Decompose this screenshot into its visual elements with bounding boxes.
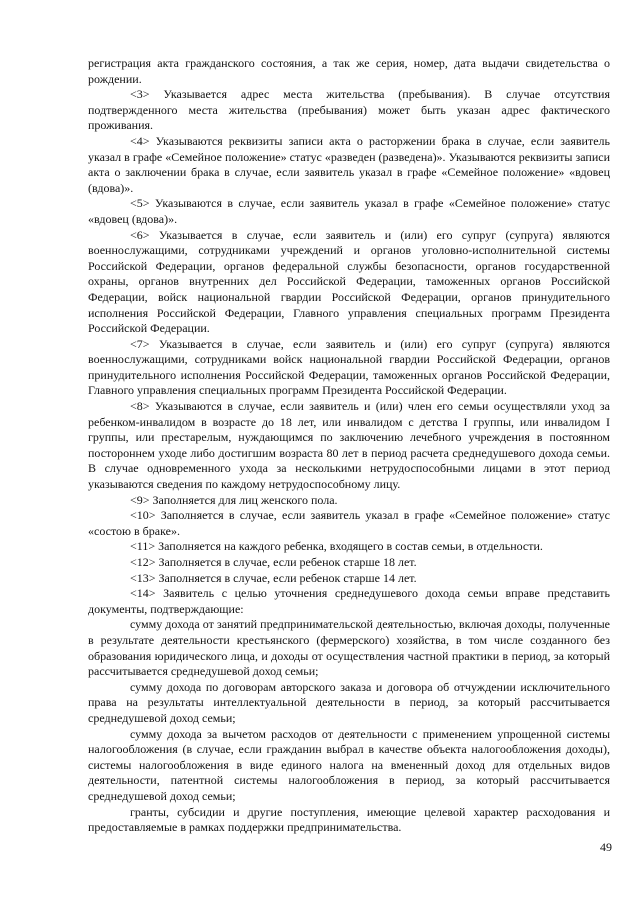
footnote-6: <6> Указывается в случае, если заявитель и (или) его супруг (супруга) являются военнослужащими, сотрудниками учреждений и органов уголовно-исполнительной системы Российской Федерации, органов федеральной службы безопасности, органов государственной охраны, органов внутренних дел Российской Федерации, таможенных органов Российской Федерации, войск национальной гвардии Российской Федерации, органов принудительного исполнения Российской Федерации, Главного управления специальных программ Президента Российской Федерации. xyxy=(88,227,610,336)
footnote-14-item-grants: гранты, субсидии и другие поступления, имеющие целевой характер расходования и предоставляемые в рамках поддержки предпринимательства. xyxy=(88,804,610,835)
page-number: 49 xyxy=(600,840,612,854)
footnote-4: <4> Указываются реквизиты записи акта о расторжении брака в случае, если заявитель указал в графе «Семейное положение» статус «разведен (разведена)». Указываются реквизиты записи акта о заключении брака в случае, если заявитель указал в графе «Семейное положение» «вдовец (вдова)». xyxy=(88,133,610,195)
footnote-13: <13> Заполняется в случае, если ребенок старше 14 лет. xyxy=(130,570,417,585)
footnote-9: <9> Заполняется для лиц женского пола. xyxy=(130,492,338,507)
footnote-10: <10> Заполняется в случае, если заявитель указал в графе «Семейное положение» статус «состою в браке». xyxy=(88,508,610,538)
footnote-11: <11> Заполняется на каждого ребенка, входящего в состав семьи, в отдельности. xyxy=(130,539,543,554)
footnote-14-item-business-income: сумму дохода от занятий предпринимательской деятельностью, включая доходы, полученные в результате деятельности крестьянского (фермерского) хозяйства, в том числе созданного без образования юридического лица, и доходы от осуществления частной практики в период, за который рассчитывается среднедушевой доход семьи; xyxy=(88,617,610,679)
footnote-14-item-tax-systems: сумму дохода за вычетом расходов от деятельности с применением упрощенной системы налогообложения (в случае, если гражданин выбрал в качестве объекта налогообложения доходы), системы налогообложения в виде единого налога на вмененный доход для отдельных видов деятельности, патентной системы налогообложения в период, за который рассчитывается среднедушевой доход семьи; xyxy=(88,726,610,803)
footnote-14-item-author-contracts: сумму дохода по договорам авторского заказа и договора об отчуждении исключительного права на результаты интеллектуальной деятельности в период, за который рассчитывается среднедушевой доход семьи; xyxy=(88,679,610,725)
footnote-8: <8> Указываются в случае, если заявитель и (или) член его семьи осуществляли уход за ребенком-инвалидом в возрасте до 18 лет, или инвалидом с детства I группы, или инвалидом I группы, или престарелым, нуждающимся по заключению лечебного учреждения в постоянном постороннем уходе либо достигшим возраста 80 лет в период расчета среднедушевого дохода семьи. В случае одновременного ухода за несколькими нетрудоспособными лицами в этот период указываются сведения по каждому нетрудоспособному лицу. xyxy=(88,399,610,492)
footnote-12: <12> Заполняется в случае, если ребенок старше 18 лет. xyxy=(130,555,417,569)
footnote-14: <14> Заявитель с целью уточнения среднедушевого дохода семьи вправе представить документы, подтверждающие: xyxy=(88,586,610,616)
footnote-5: <5> Указываются в случае, если заявитель указал в графе «Семейное положение» статус «вдовец (вдова)». xyxy=(88,196,610,226)
footnote-3: <3> Указывается адрес места жительства (пребывания). В случае отсутствия подтвержденного места жительства (пребывания) может быть указан адрес фактического проживания. xyxy=(88,87,610,133)
document-body xyxy=(88,56,610,836)
paragraph-continuation: регистрация акта гражданского состояния, а так же серия, номер, дата выдачи свидетельства о рождении. xyxy=(88,56,610,86)
footnote-7: <7> Указывается в случае, если заявитель и (или) его супруг (супруга) являются военнослужащими, сотрудниками войск национальной гвардии Российской Федерации, органов принудительного исполнения Российской Федерации, таможенных органов Российской Федерации, Главного управления специальных программ Президента Российской Федерации. xyxy=(88,336,610,398)
